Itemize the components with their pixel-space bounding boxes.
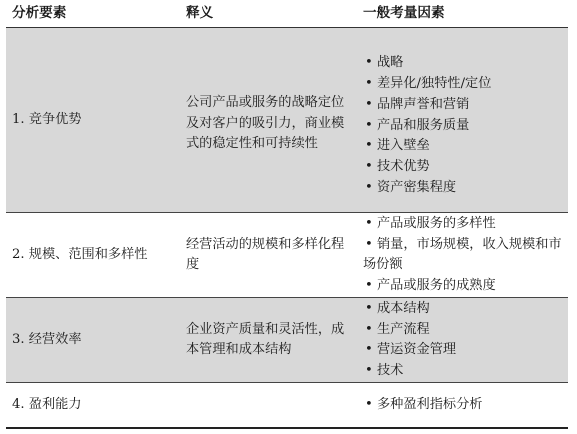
list-item (363, 299, 564, 320)
factor-cell (6, 213, 176, 297)
factor-cell (6, 28, 176, 212)
table-row (6, 383, 568, 429)
bullet-icon: • (365, 138, 373, 154)
list-item (363, 276, 564, 297)
list-item-text: 战略 (377, 55, 404, 71)
list-item-text: 生产流程 (377, 321, 430, 337)
list-item-text: 产品或服务的多样性 (377, 216, 496, 231)
bullet-icon: • (365, 55, 373, 71)
list-item (363, 178, 491, 199)
list-item (363, 320, 564, 341)
bullet-icon: • (365, 76, 373, 91)
list-item (363, 53, 491, 74)
table-row (6, 213, 568, 298)
definition-text: 公司产品或服务的战略定位及对客户的吸引力，商业模式的稳定性和可持续性 (186, 95, 345, 152)
factor-label: 4. 盈利能力 (12, 396, 82, 412)
bullet-icon: • (365, 159, 373, 175)
definition-text: 企业资产质量和灵活性，成本管理和成本结构 (186, 321, 345, 357)
analysis-table (6, 0, 568, 429)
definition-cell (176, 383, 357, 427)
bullet-icon: • (365, 396, 373, 412)
factor-label: 2. 规模、范围和多样性 (12, 246, 148, 262)
considerations-cell (357, 213, 568, 297)
considerations-cell (357, 28, 568, 212)
list-item (363, 157, 491, 178)
list-item (363, 361, 564, 382)
factor-cell (6, 383, 176, 427)
bullet-icon: • (365, 216, 373, 231)
list-item-text: 成本结构 (377, 301, 430, 316)
list-item-text: 产品和服务质量 (377, 117, 470, 133)
bullet-icon: • (365, 96, 373, 112)
considerations-cell (357, 298, 568, 382)
considerations-cell (357, 383, 568, 427)
list-item-text: 品牌声誉和营销 (377, 96, 470, 112)
list-item (363, 74, 491, 95)
list-item-text: 差异化/独特性/定位 (377, 76, 492, 91)
bullet-icon: • (365, 236, 373, 252)
table-header-row (6, 0, 568, 28)
header-considerations: 一般考量因素 (363, 5, 445, 22)
list-item (363, 116, 491, 137)
bullet-icon: • (365, 117, 373, 133)
bullet-icon: • (365, 179, 373, 195)
considerations-list (363, 395, 483, 416)
table-row (6, 28, 568, 213)
table-row (6, 298, 568, 383)
list-item-text: 产品或服务的成熟度 (377, 277, 496, 293)
list-item (363, 395, 483, 416)
definition-cell (176, 298, 357, 382)
header-factor: 分析要素 (12, 5, 67, 22)
definition-text: 经营活动的规模和多样化程度 (186, 236, 345, 272)
list-item-text: 资产密集程度 (377, 179, 457, 195)
list-item-text: 进入壁垒 (377, 138, 430, 154)
list-item-text: 销量，市场规模，收入规模和市场份额 (363, 236, 562, 272)
list-item (363, 214, 564, 235)
bullet-icon: • (365, 362, 373, 378)
list-item-text: 技术优势 (377, 159, 430, 175)
definition-cell (176, 28, 357, 212)
list-item (363, 136, 491, 157)
list-item-text: 技术 (377, 362, 404, 378)
considerations-list (363, 214, 564, 296)
factor-label: 1. 竞争优势 (12, 111, 82, 127)
bullet-icon: • (365, 301, 373, 316)
list-item (363, 235, 564, 276)
bullet-icon: • (365, 321, 373, 337)
factor-cell (6, 298, 176, 382)
list-item-text: 多种盈利指标分析 (377, 396, 483, 412)
factor-label: 3. 经营效率 (12, 331, 82, 347)
list-item-text: 营运资金管理 (377, 342, 457, 357)
considerations-list (363, 53, 491, 199)
list-item (363, 95, 491, 116)
bullet-icon: • (365, 277, 373, 293)
header-definition: 释义 (186, 5, 214, 22)
bullet-icon: • (365, 342, 373, 357)
considerations-list (363, 299, 564, 381)
list-item (363, 340, 564, 361)
definition-cell (176, 213, 357, 297)
